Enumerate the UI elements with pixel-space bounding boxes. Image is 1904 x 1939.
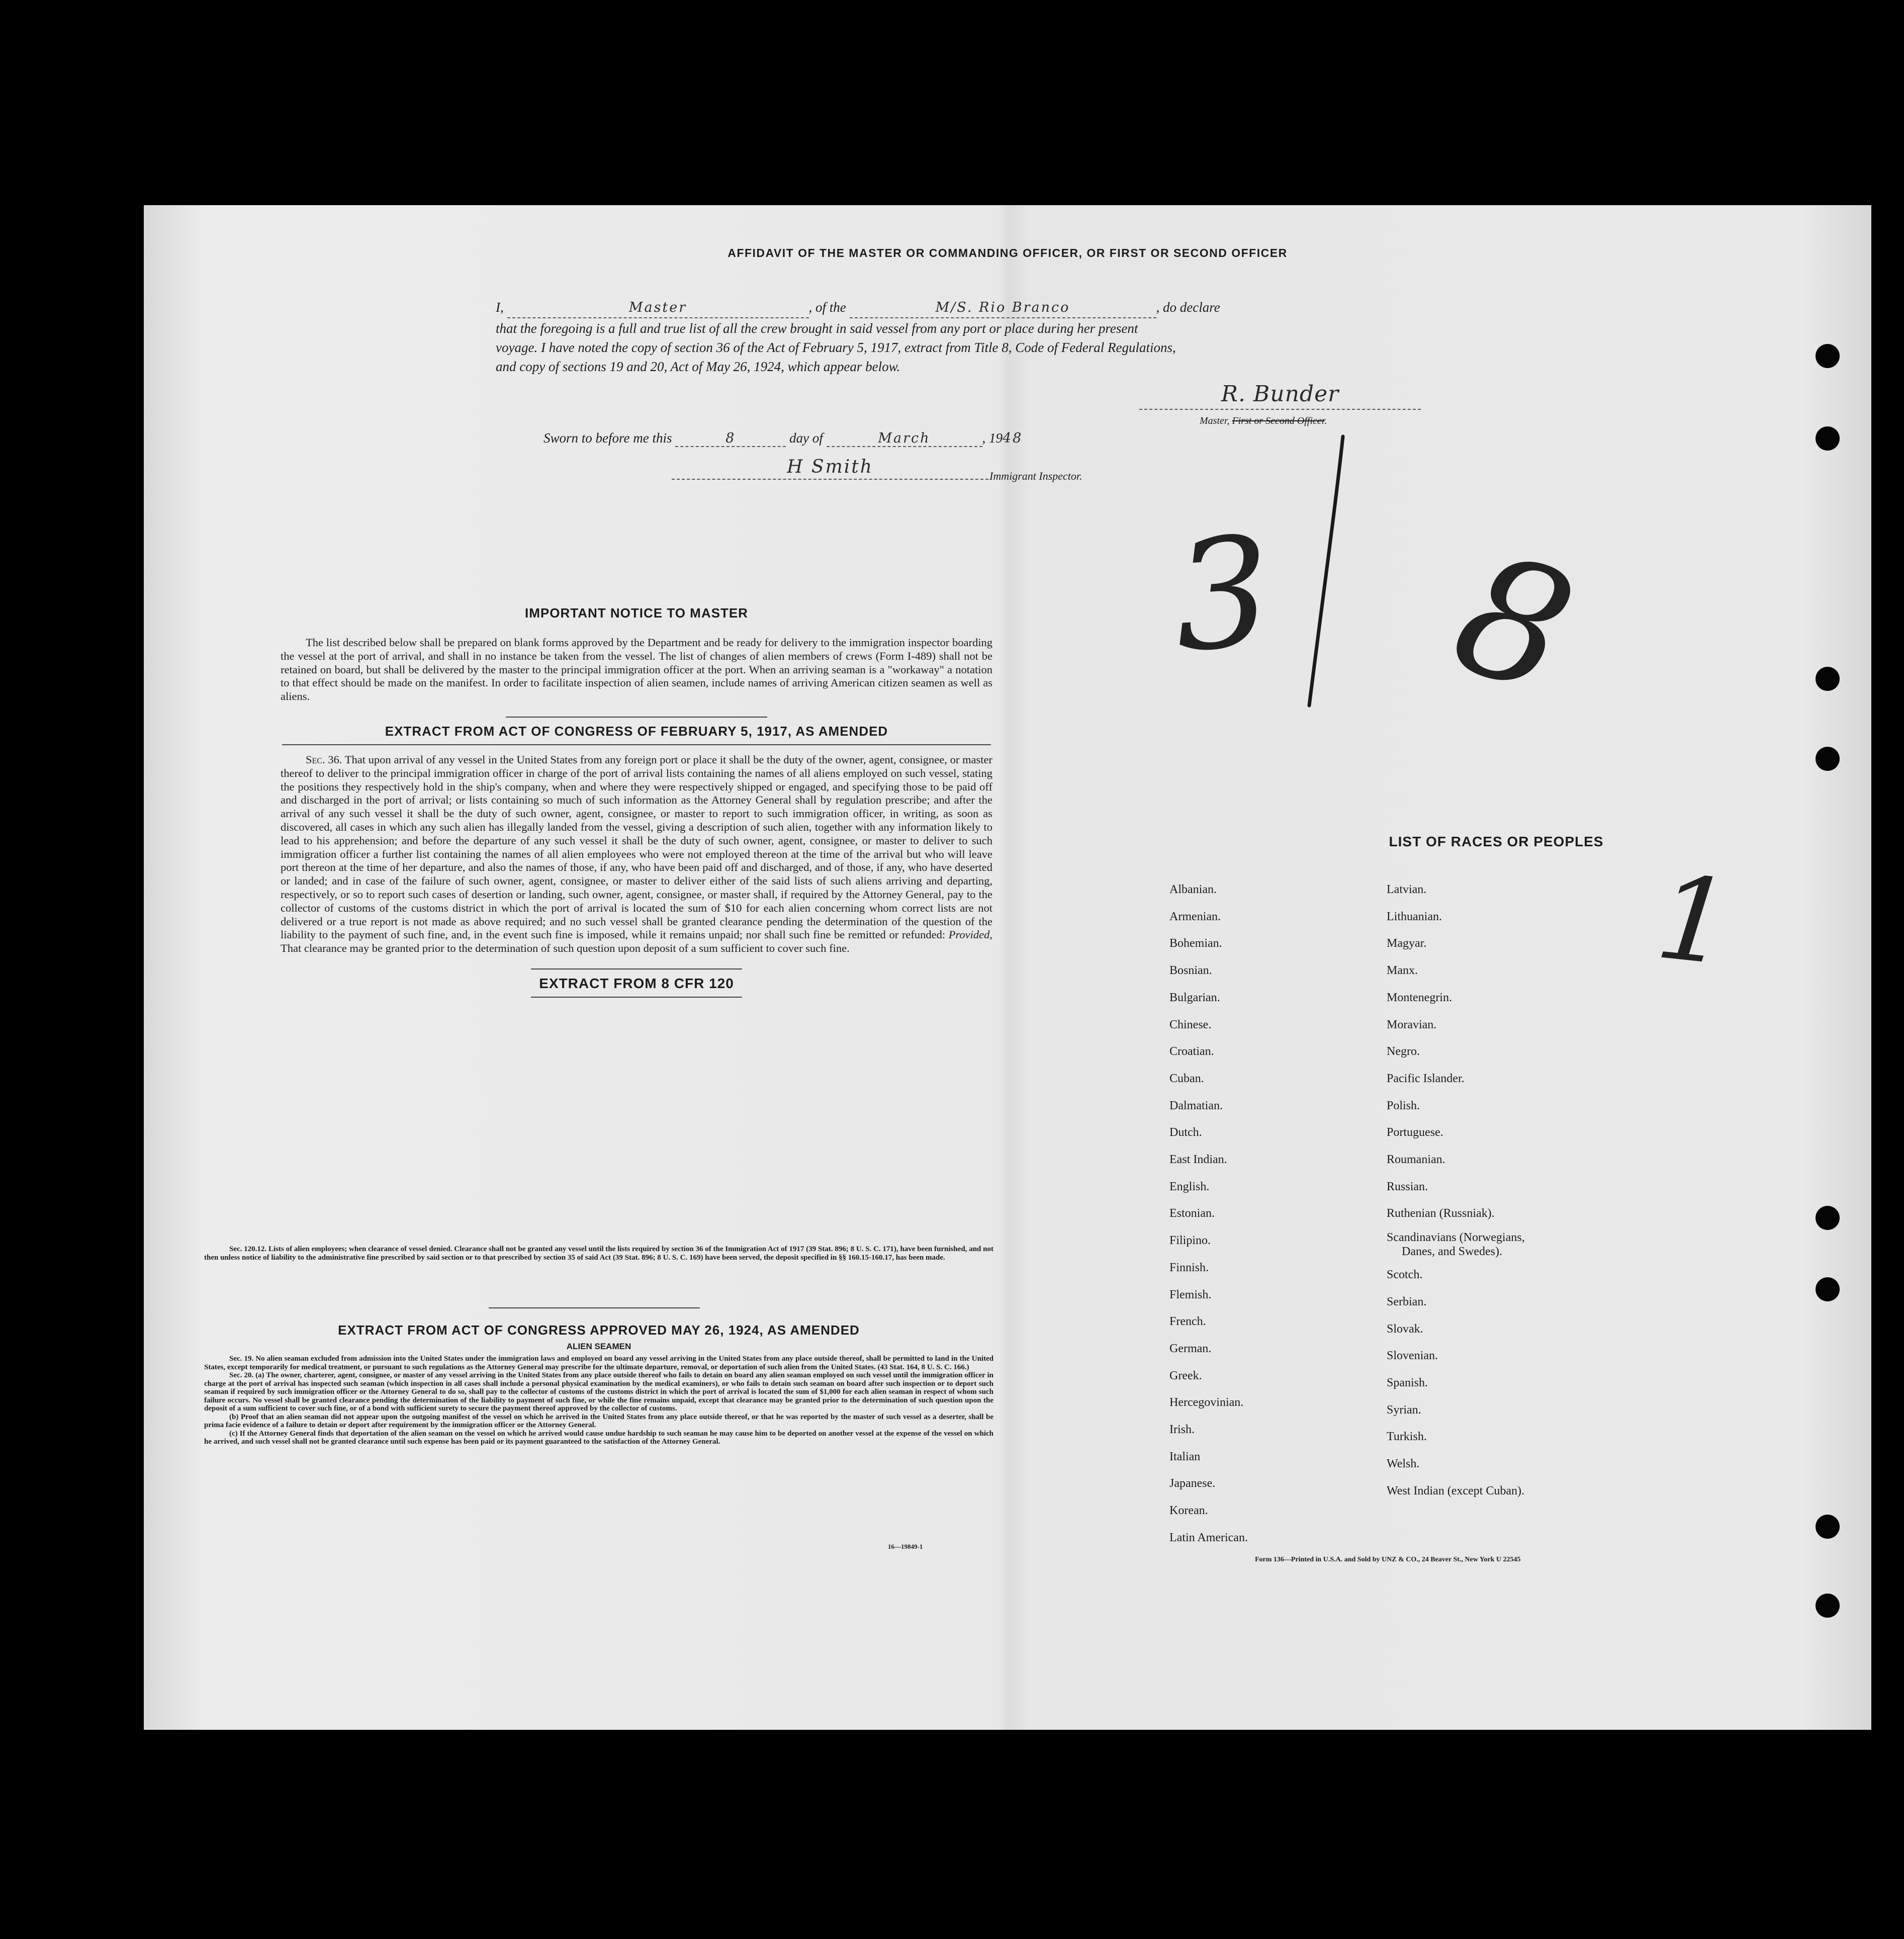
master-signature: R. Bunder xyxy=(1221,381,1339,407)
section-divider xyxy=(282,744,991,745)
sworn-line: Sworn to before me this 8 day of March , 1948 xyxy=(543,430,1023,446)
race-item: Moravian. xyxy=(1387,1018,1437,1031)
inspector-caption: Immigrant Inspector. xyxy=(989,470,1082,482)
race-item: Hercegovinian. xyxy=(1169,1396,1244,1409)
officer-handwritten: Master xyxy=(628,300,687,315)
race-item: Portuguese. xyxy=(1387,1126,1443,1139)
punch-hole xyxy=(1816,1594,1840,1618)
race-item: Ruthenian (Russniak). xyxy=(1387,1207,1495,1220)
race-item: German. xyxy=(1169,1342,1212,1355)
handwritten-mark-1: 1 xyxy=(1650,850,1738,992)
race-item: Scandinavians (Norwegians, xyxy=(1387,1231,1525,1245)
affidavit-line-4: and copy of sections 19 and 20, Act of May 26, 1924, which appear below. xyxy=(496,359,900,374)
extract-1924-subtitle: ALIEN SEAMEN xyxy=(566,1342,631,1351)
race-item: Albanian. xyxy=(1169,883,1217,896)
race-item: Finnish. xyxy=(1169,1261,1209,1274)
affidavit-title: AFFIDAVIT OF THE MASTER OR COMMANDING OFFICER, OR FIRST OR SECOND OFFICER xyxy=(728,246,1288,259)
race-item: Welsh. xyxy=(1387,1457,1420,1471)
master-signature-field xyxy=(1139,381,1421,410)
race-item: Chinese. xyxy=(1169,1018,1212,1031)
race-item: Polish. xyxy=(1387,1099,1420,1112)
race-item: Latvian. xyxy=(1387,883,1427,896)
punch-hole xyxy=(1816,747,1840,771)
race-item: Estonian. xyxy=(1169,1207,1215,1220)
race-item: Dutch. xyxy=(1169,1126,1202,1139)
race-item: Dalmatian. xyxy=(1169,1099,1223,1112)
signature-caption: Master, First or Second Officer. xyxy=(1200,415,1327,426)
extract-1924-title: EXTRACT FROM ACT OF CONGRESS APPROVED MAY 26, 1924, AS AMENDED xyxy=(338,1323,860,1338)
race-item: Roumanian. xyxy=(1387,1153,1445,1167)
extract-cfr-title: EXTRACT FROM 8 CFR 120 xyxy=(539,975,734,991)
race-item: Korean. xyxy=(1169,1504,1208,1518)
race-item-continued: Danes, and Swedes). xyxy=(1402,1245,1502,1259)
affidavit-line-3: voyage. I have noted the copy of section 36 of the Act of February 5, 1917, extract from Title 8, Code of Federal Regulations, xyxy=(496,340,1176,355)
important-notice-text: The list described below shall be prepared on blank forms approved by the Department and be ready for delivery to the immigration inspector boarding the vessel at the port of arrival, and shall in no instance be taken from the vessel. The list of changes of alien members of crews (Form I-489) shall not be retained on board, but shall be delivered by the master to the principal immigration officer at the port. When an arriving seaman is a "workaway" a notation to that effect should be made on the manifest. In order to facilitate inspection of alien seamen, include names of arriving American citizen seamen as well as aliens. xyxy=(281,636,992,703)
race-item: Flemish. xyxy=(1169,1288,1212,1301)
inspector-signature: H Smith xyxy=(787,457,873,477)
race-item: Italian xyxy=(1169,1450,1201,1463)
vessel-field xyxy=(850,298,1156,318)
print-code: 16—19849-1 xyxy=(888,1543,923,1550)
race-item: English. xyxy=(1169,1180,1210,1193)
race-item: Bohemian. xyxy=(1169,937,1222,950)
race-item: Bulgarian. xyxy=(1169,991,1220,1004)
race-item: Spanish. xyxy=(1387,1376,1428,1389)
race-item: Bosnian. xyxy=(1169,964,1212,978)
handwritten-number-8: 8 xyxy=(1433,515,1594,732)
race-item: Armenian. xyxy=(1169,910,1221,923)
race-item: Slovak. xyxy=(1387,1322,1423,1336)
handwritten-number-3: 3 xyxy=(1168,503,1277,686)
affidavit-line-2: that the foregoing is a full and true list of all the crew brought in said vessel from any port or place during her present xyxy=(496,321,1138,336)
section-divider xyxy=(531,997,742,998)
punch-hole xyxy=(1816,426,1840,451)
race-item: Irish. xyxy=(1169,1423,1195,1437)
extract-cfr-text: Sec. 120.12. Lists of alien employees; when clearance of vessel denied. Clearance shall not be granted any vessel until the lists required by section 36 of the Immigration Act of 1917 (39 Stat. 896; 8 U. S. C. 171), have been furnished, and not then unless notice of liability to the administrative fine prescribed by said section or to that prescribed by section 35 of said Act (39 Stat. 896; 8 U. S. C. 169) have been served, the deposit specified in §§ 160.15-160.17, has been made. xyxy=(204,1245,993,1262)
race-item: Serbian. xyxy=(1387,1295,1427,1308)
form-footer: Form 136—Printed in U.S.A. and Sold by UNZ & CO., 24 Beaver St., New York U 22545 xyxy=(1255,1556,1521,1563)
extract-1917-text: Sec. 36. That upon arrival of any vessel in the United States from any foreign port or place it shall be the duty of the owner, agent, consignee, or master thereof to deliver to the principal immigration officer in charge of the port of arrival lists containing the names of all aliens employed on such vessel, stating the positions they respectively hold in the ship's company, when and where they were respectively shipped or engaged, and specifying those to be paid off and discharged in the port of arrival; or lists containing so much of such information as the Attorney General shall by regulation prescribe; and after the arrival of any such vessel it shall be the duty of such owner, agent, consignee, or master to report to such immigration officer, in writing, as soon as discovered, all cases in which any such alien has illegally landed from the vessel, giving a description of such alien, together with any information likely to lead to his apprehension; and before the departure of any such vessel it shall be the duty of such owner, agent, consignee, or master to deliver to such immigration officer a further list containing the names of all alien employees who were not employed thereon at the time of the arrival but who will leave port thereon at the time of her departure, and also the names of those, if any, who have been paid off and discharged, and of those, if any, who have deserted or landed; and in case of the failure of such owner, agent, consignee, or master to deliver either of the said lists of such aliens arriving and departing, respectively, or so to report such cases of desertion or landing, such owner, agent, consignee, or master shall, if required by the Attorney General, pay to the collector of customs of the customs district in which the port of arrival is located the sum of $10 for each alien concerning whom correct lists are not delivered or a true report is not made as above required; and no such vessel shall be granted clearance pending the determination of the question of the liability to the payment of such fine, and, in the event such fine is imposed, while it remains unpaid; nor shall such fine be remitted or refunded: Provided, That clearance may be granted prior to the determination of such question upon deposit of a sum sufficient to cover such fine. xyxy=(281,753,992,955)
race-item: Manx. xyxy=(1387,964,1418,978)
race-item: Filipino. xyxy=(1169,1234,1211,1248)
extract-1924-text: Sec. 19. No alien seaman excluded from admission into the United States under the immigration laws and employed on board any vessel arriving in the United States from any place outside thereof, shall be permitted to land in the United States, except temporarily for medical treatment, or pursuant to such regulations as the Attorney General may prescribe for the ultimate departure, removal, or deportation of such alien from the United States. (43 Stat. 164, 8 U. S. C. 166.) Sec. 20. (a) The owner, charterer, agent, consignee, or master of any vessel arriving in the United States from any place outside thereof who fails to detain on board any alien seaman employed on such vessel until the immigration officer in charge at the port of arrival has inspected such seaman (which inspection in all cases shall include a personal physical examination by the medical examiners), or who fails to detain such seaman on board after such inspection or to deport such seaman if required by such immigration officer or the Attorney General to do so, shall pay to the collector of customs of the customs district in which the port of arrival is located the sum of $1,000 for each alien seaman in respect of whom such failure occurs. No vessel shall be granted clearance pending the determination of the liability to payment of such fine, or while the fine remains unpaid, except that clearance may be granted prior to the determination of such question upon the deposit of a sum sufficient to cover such fine, or of a bond with sufficient surety to secure the payment thereof approved by the collector of customs. (b) Proof that an alien seaman did not appear upon the outgoing manifest of the vessel on which he arrived in the United States from any place outside thereof, or that he was reported by the master of such vessel as a deserter, shall be prima facie evidence of a failure to detain or deport after requirement by the immigration officer or the Attorney General. (c) If the Attorney General finds that deportation of the alien seaman on the vessel on which he arrived would cause undue hardship to such seaman he may cause him to be deported on another vessel at the expense of the vessel on which he arrived, and such vessel shall not be granted clearance until such expense has been paid or its payment guaranteed to the satisfaction of the Attorney General. xyxy=(204,1355,993,1446)
handwritten-slash-mark xyxy=(1295,431,1355,713)
sworn-day-field: 8 xyxy=(675,430,786,447)
races-column-1 xyxy=(1169,876,1248,1552)
race-item: French. xyxy=(1169,1315,1206,1329)
affidavit-declaration-line: I, Master , of the M/S. Rio Branco , do declare xyxy=(496,298,1602,318)
race-item: West Indian (except Cuban). xyxy=(1387,1484,1524,1497)
race-item: Croatian. xyxy=(1169,1045,1214,1059)
document-page xyxy=(144,205,1871,1730)
punch-hole xyxy=(1816,1206,1840,1230)
punch-hole xyxy=(1816,1277,1840,1301)
punch-hole xyxy=(1816,1515,1840,1539)
race-item: Turkish. xyxy=(1387,1430,1427,1444)
important-notice-section xyxy=(280,605,993,998)
race-item: Russian. xyxy=(1387,1180,1428,1193)
race-item: Japanese. xyxy=(1169,1477,1216,1490)
important-notice-title: IMPORTANT NOTICE TO MASTER xyxy=(525,605,748,621)
races-column-2 xyxy=(1387,876,1525,1505)
sworn-month-field: March xyxy=(827,430,982,447)
race-item: Negro. xyxy=(1387,1045,1420,1059)
extract-1917-title: EXTRACT FROM ACT OF CONGRESS OF FEBRUARY 5, 1917, AS AMENDED xyxy=(385,723,888,739)
inspector-field xyxy=(672,457,988,480)
section-divider xyxy=(489,1307,700,1308)
race-item: Scotch. xyxy=(1387,1268,1423,1282)
race-item: Latin American. xyxy=(1169,1531,1248,1544)
race-item: Cuban. xyxy=(1169,1072,1204,1085)
vessel-handwritten: M/S. Rio Branco xyxy=(935,300,1070,315)
races-title: LIST OF RACES OR PEOPLES xyxy=(1389,834,1604,849)
race-item: Magyar. xyxy=(1387,937,1427,950)
race-item: Syrian. xyxy=(1387,1403,1421,1417)
race-item: Montenegrin. xyxy=(1387,991,1452,1004)
section-divider xyxy=(506,717,767,718)
race-item: Greek. xyxy=(1169,1369,1202,1382)
race-item: Slovenian. xyxy=(1387,1349,1438,1363)
race-item: Pacific Islander. xyxy=(1387,1072,1465,1085)
section-divider xyxy=(531,968,742,970)
officer-field xyxy=(507,298,809,318)
race-item: Lithuanian. xyxy=(1387,910,1442,923)
punch-hole xyxy=(1816,667,1840,691)
race-item: East Indian. xyxy=(1169,1153,1227,1167)
punch-hole xyxy=(1816,344,1840,368)
